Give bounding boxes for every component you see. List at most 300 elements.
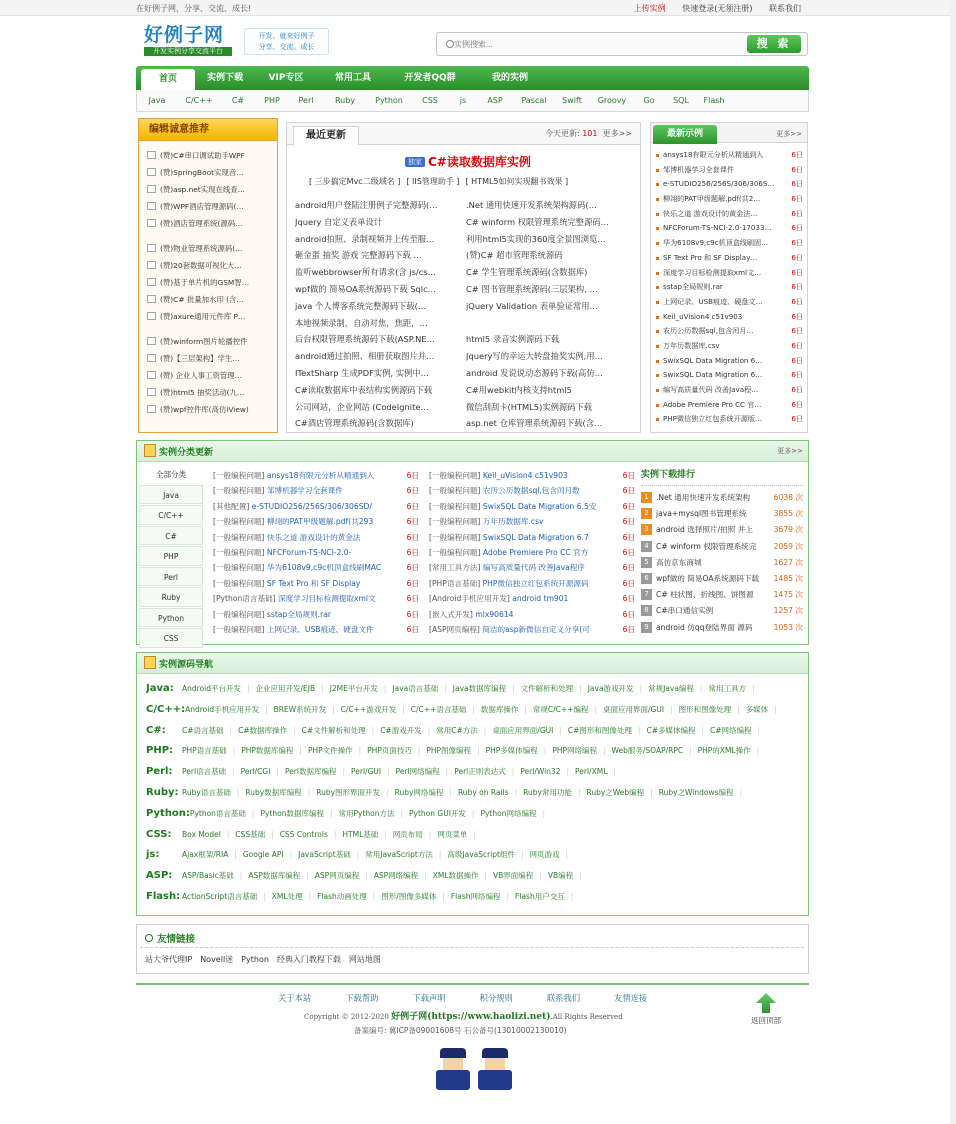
editor-pick-item[interactable] bbox=[147, 367, 277, 384]
category-row[interactable] bbox=[213, 591, 419, 606]
source-nav-link[interactable]: ASP网络编程 | bbox=[374, 871, 427, 880]
category-item-date: 6日 bbox=[405, 545, 419, 560]
latest-item-link[interactable]: asp.net 仓库管理系统源码下载(含… bbox=[466, 418, 603, 429]
source-nav-link[interactable]: Perl网络编程 | bbox=[396, 767, 449, 776]
source-nav-link[interactable]: Perl/GUI | bbox=[351, 767, 390, 776]
source-nav-link[interactable]: 多媒体 | bbox=[746, 705, 777, 714]
language-link[interactable]: C/C++ bbox=[185, 96, 213, 105]
friend-link[interactable]: 站大爷代理IP bbox=[145, 955, 193, 964]
source-nav-link[interactable]: C#文件解析和处理 | bbox=[302, 726, 375, 735]
source-nav-link[interactable]: PHP数据库编程 | bbox=[241, 746, 302, 755]
newest-item[interactable] bbox=[656, 236, 803, 251]
tab-latest[interactable]: 最近更新 bbox=[293, 126, 359, 146]
source-nav-link[interactable]: PHP页面技巧 | bbox=[367, 746, 420, 755]
source-nav-link[interactable]: XML处理 | bbox=[272, 892, 311, 901]
category-item-link[interactable]: 编写高质量代码 改善Java程序 bbox=[482, 563, 585, 573]
featured-link[interactable]: [ IIS管理助手 ] bbox=[406, 177, 460, 186]
category-row[interactable] bbox=[429, 468, 635, 483]
category-tab[interactable]: CSS bbox=[139, 628, 203, 648]
source-nav-link[interactable]: XML数据操作 | bbox=[433, 871, 487, 880]
category-row[interactable] bbox=[429, 576, 635, 591]
language-link[interactable]: Swift bbox=[562, 96, 582, 105]
source-nav-link[interactable]: 高级JavaScript组件 | bbox=[447, 850, 523, 859]
source-nav-link[interactable]: PHP的XML操作 | bbox=[698, 746, 760, 755]
language-link[interactable]: CSS bbox=[422, 96, 438, 105]
source-nav-link[interactable]: 图形和图像处理 | bbox=[679, 705, 740, 714]
category-row[interactable] bbox=[429, 530, 635, 545]
source-nav-link[interactable]: Python网络编程 | bbox=[480, 809, 545, 818]
category-tab[interactable]: C/C++ bbox=[139, 505, 203, 525]
newest-item-label: NFCForum-TS-NCI-2.0-17033… bbox=[663, 223, 772, 233]
ranking-item-link[interactable]: C# 柱状图、折线图、饼图源 bbox=[656, 590, 754, 600]
editor-pick-item[interactable] bbox=[147, 257, 277, 274]
newest-item[interactable] bbox=[656, 266, 803, 281]
source-nav-link[interactable]: Java游戏开发 | bbox=[588, 684, 642, 693]
source-nav-link[interactable]: Ruby图形界面开发 | bbox=[316, 788, 388, 797]
newest-item[interactable] bbox=[656, 310, 803, 325]
language-link[interactable]: Go bbox=[643, 96, 655, 105]
source-nav-link[interactable]: Python数据库编程 | bbox=[260, 809, 332, 818]
source-nav-link[interactable]: CSS基础 | bbox=[235, 830, 273, 839]
source-nav-link[interactable]: Ajax框架/RIA | bbox=[182, 850, 237, 859]
latest-row bbox=[295, 382, 637, 399]
source-nav-link[interactable]: C#图形和图像处理 | bbox=[568, 726, 641, 735]
latest-item-link[interactable]: 本地视频录制，自动对焦，焦距，… bbox=[295, 317, 428, 328]
source-nav-link[interactable]: JavaScript基础 | bbox=[298, 850, 359, 859]
category-item-link[interactable]: sstap全局规则.rar bbox=[266, 609, 331, 619]
featured-title[interactable] bbox=[405, 153, 531, 170]
friend-link[interactable]: 网站地图 bbox=[348, 955, 381, 964]
latest-item-link[interactable]: android拍照、录制视频并上传至服… bbox=[295, 233, 435, 244]
category-row[interactable] bbox=[429, 514, 635, 529]
source-nav-link[interactable]: C#多媒体编程 | bbox=[646, 726, 704, 735]
friend-link[interactable]: Python bbox=[241, 955, 269, 964]
language-link[interactable]: Flash bbox=[703, 96, 725, 105]
source-nav-link[interactable]: C#数据库操作 | bbox=[238, 726, 296, 735]
newest-item[interactable] bbox=[656, 163, 803, 178]
newest-item[interactable] bbox=[656, 412, 803, 427]
source-nav-link[interactable]: 网页菜单 | bbox=[437, 830, 476, 839]
ranking-row[interactable] bbox=[641, 506, 803, 522]
latest-item-link[interactable]: 公司网站，企业网站 (CodeIgnite… bbox=[295, 401, 429, 412]
category-item-link[interactable]: 农历公历数据sql,包含闰月数 bbox=[482, 486, 580, 496]
nav-tab-0[interactable]: 首页 bbox=[141, 69, 195, 90]
category-item-link[interactable]: 柳翊的PAT甲级题解.pdf(共293 bbox=[266, 517, 374, 527]
editor-pick-item[interactable] bbox=[147, 215, 277, 232]
source-nav-language[interactable]: CSS: bbox=[146, 828, 172, 840]
category-row[interactable] bbox=[429, 560, 635, 575]
language-link[interactable]: Ruby bbox=[334, 96, 356, 105]
ranking-count: 6038 次 bbox=[772, 490, 803, 506]
source-nav-link[interactable]: PHP图像编程 | bbox=[426, 746, 479, 755]
source-nav-link[interactable]: PHP多媒体编程 | bbox=[486, 746, 547, 755]
latest-item-link[interactable]: java 个人博客系统完整源码下载(… bbox=[295, 300, 427, 311]
latest-item-link[interactable]: 微信刮刮卡(HTML5)实例源码下载 bbox=[466, 401, 593, 412]
category-item-link[interactable]: SF Text Pro 和 SF Display bbox=[266, 578, 361, 588]
source-nav-language[interactable]: C#: bbox=[146, 724, 166, 736]
category-row[interactable] bbox=[213, 468, 419, 483]
copyright bbox=[304, 1009, 623, 1022]
category-item-link[interactable]: 快乐之道 游戏设计的黄金法 bbox=[266, 532, 361, 542]
source-nav-link[interactable]: 网页布局 | bbox=[393, 830, 432, 839]
latest-item-link[interactable]: 监听webbrowser所有请求(含 js/cs… bbox=[295, 267, 436, 278]
category-item-link[interactable]: 华为6108v9,c9c机顶盒线刷MAC bbox=[266, 563, 382, 573]
category-more-link[interactable]: 更多>> bbox=[777, 447, 803, 455]
source-nav-link[interactable]: C#语言基础 | bbox=[182, 726, 232, 735]
latest-row bbox=[295, 231, 637, 248]
source-nav-link[interactable]: Perl/CGI | bbox=[241, 767, 279, 776]
tab-newest[interactable]: 最新示例 bbox=[653, 125, 717, 144]
source-nav-link[interactable]: Android平台开发 | bbox=[182, 684, 250, 693]
language-link[interactable]: Pascal bbox=[521, 96, 547, 105]
source-nav-link[interactable]: 企业应用开发/EJB | bbox=[256, 684, 324, 693]
latest-row bbox=[295, 348, 637, 365]
source-nav-language[interactable]: Java: bbox=[146, 683, 174, 694]
source-nav-link[interactable]: Perl数据库编程 | bbox=[285, 767, 345, 776]
newest-item[interactable] bbox=[656, 280, 803, 295]
contact-link[interactable]: 联系我们 bbox=[769, 4, 801, 13]
language-link[interactable]: C# bbox=[231, 96, 245, 105]
ranking-item-link[interactable]: android 仿qq登陆界面 源码 bbox=[656, 622, 753, 632]
source-nav-link[interactable]: C/C++语言基础 | bbox=[411, 705, 475, 714]
latest-row bbox=[295, 399, 637, 416]
language-link[interactable]: Groovy bbox=[597, 96, 627, 105]
ranking-row[interactable] bbox=[641, 620, 803, 636]
source-nav-link[interactable]: Ruby之Web编程 | bbox=[586, 788, 652, 797]
category-row[interactable] bbox=[429, 499, 635, 514]
back-to-top-label: 返回顶部 bbox=[751, 1016, 781, 1025]
source-nav-link[interactable]: 常用工具方 | bbox=[708, 684, 754, 693]
source-nav-link[interactable]: 文件解析和处理 | bbox=[521, 684, 582, 693]
category-tag: [一般编程问题] bbox=[429, 532, 481, 542]
upload-link[interactable]: 上传实例 bbox=[633, 4, 666, 13]
source-nav-link[interactable]: 桌面应用界面/GUI | bbox=[603, 705, 673, 714]
source-nav-row bbox=[146, 887, 808, 908]
source-nav-panel bbox=[136, 652, 809, 916]
source-nav-link[interactable]: Ruby数据库编程 | bbox=[245, 788, 310, 797]
language-link[interactable]: ASP bbox=[487, 96, 503, 105]
ranking-item-link[interactable]: android 选择照片/拍照 并上 bbox=[656, 525, 753, 535]
language-link[interactable]: SQL bbox=[673, 96, 689, 105]
category-item-link[interactable]: mlx90614 bbox=[475, 609, 514, 619]
latest-item-link[interactable]: 后台权限管理系统源码下载(ASP.NE… bbox=[295, 334, 435, 345]
category-tab[interactable]: Java bbox=[139, 485, 203, 505]
rank-number: 1 bbox=[641, 492, 652, 503]
source-nav-link[interactable]: Ruby网络编程 | bbox=[395, 788, 452, 797]
editor-pick-item[interactable] bbox=[147, 147, 277, 164]
latest-item-link[interactable]: C#用webkit内核支持html5 bbox=[466, 384, 572, 395]
nav-tab-2[interactable]: VIP专区 bbox=[268, 73, 304, 83]
source-nav-link[interactable]: Perl/XML | bbox=[575, 767, 616, 776]
latest-item-link[interactable]: android用户登陆注册例子完整源码(… bbox=[295, 200, 438, 210]
scrollbar[interactable] bbox=[950, 0, 956, 1124]
source-nav-link[interactable]: HTML基础 | bbox=[342, 830, 386, 839]
latest-item-link[interactable]: android 发说说动态源码下载(高仿… bbox=[466, 367, 603, 378]
source-nav-link[interactable]: ASP数据库编程 | bbox=[248, 871, 308, 880]
source-nav-link[interactable]: 常用JavaScript方法 | bbox=[365, 850, 441, 859]
category-item-link[interactable]: PHP微信独立红包系统开源源码 bbox=[482, 578, 589, 588]
back-to-top-button[interactable] bbox=[748, 993, 784, 1026]
category-row[interactable] bbox=[213, 622, 419, 637]
edit-icon bbox=[147, 337, 156, 345]
nav-tab-1[interactable]: 实例下载 bbox=[206, 73, 243, 83]
source-nav-link[interactable]: ActionScript语言基础 | bbox=[182, 892, 266, 901]
category-row[interactable] bbox=[213, 514, 419, 529]
newest-item[interactable] bbox=[656, 398, 803, 413]
ranking-row[interactable] bbox=[641, 522, 803, 538]
latest-item-link[interactable]: C#酒店管理系统源码(含数据库) bbox=[295, 418, 414, 429]
category-row[interactable] bbox=[213, 530, 419, 545]
source-nav-link[interactable]: Ruby之Windows编程 | bbox=[659, 788, 742, 797]
source-nav-link[interactable]: C#网络编程 | bbox=[710, 726, 760, 735]
category-item-link[interactable]: e-STUDIO256/256S/306/306SD/ bbox=[251, 501, 372, 511]
latest-row bbox=[295, 331, 637, 348]
category-row[interactable] bbox=[429, 607, 635, 622]
category-row[interactable] bbox=[429, 545, 635, 560]
source-nav-link[interactable]: Flash用户交互 | bbox=[515, 892, 573, 901]
source-nav-link[interactable]: PHP网络编程 | bbox=[552, 746, 605, 755]
source-nav-link[interactable]: 常规C/C++编程 | bbox=[533, 705, 597, 714]
newest-item[interactable] bbox=[656, 368, 803, 383]
category-row[interactable] bbox=[213, 483, 419, 498]
source-nav-link[interactable]: 网页游戏 | bbox=[530, 850, 569, 859]
category-item-link[interactable]: SwixSQL Data Migration 6.7 bbox=[482, 532, 589, 542]
category-tab[interactable]: PHP bbox=[139, 546, 203, 566]
category-tab[interactable]: Python bbox=[139, 608, 203, 628]
category-item-link[interactable]: 深度学习目标检测提取xml文 bbox=[278, 594, 376, 604]
category-item-link[interactable]: 万年历数据库.csv bbox=[482, 517, 544, 527]
category-row[interactable] bbox=[213, 607, 419, 622]
category-item-link[interactable]: NFCForum-TS-NCI-2.0- bbox=[266, 547, 352, 557]
nav-tab-5[interactable]: 我的实例 bbox=[491, 73, 528, 83]
source-nav-link[interactable]: ASP/Basic基础 | bbox=[182, 871, 242, 880]
newest-item[interactable] bbox=[656, 324, 803, 339]
source-nav-language[interactable]: Ruby: bbox=[146, 786, 179, 798]
ranking-item-link[interactable]: C#串口通信实例 bbox=[656, 606, 714, 616]
source-nav-link[interactable]: 常规Java编程 | bbox=[648, 684, 702, 693]
editor-pick-label: (赞)SpringBoot实现音… bbox=[160, 168, 244, 177]
source-nav-link[interactable]: Ruby语言基础 | bbox=[182, 788, 239, 797]
main-nav bbox=[136, 66, 809, 90]
friend-link[interactable]: Novell迷 bbox=[200, 955, 234, 964]
editor-pick-item[interactable] bbox=[147, 308, 277, 325]
source-nav-link[interactable]: C/C++游戏开发 | bbox=[341, 705, 405, 714]
latest-item-link[interactable]: android通过拍照、相册获取图片并… bbox=[295, 351, 435, 362]
editor-pick-item[interactable] bbox=[147, 274, 277, 291]
newest-item[interactable] bbox=[656, 207, 803, 222]
editor-pick-item[interactable] bbox=[147, 350, 277, 367]
source-nav-link[interactable]: VB界面编程 | bbox=[493, 871, 542, 880]
source-nav-link[interactable]: Perl正则表达式 | bbox=[454, 767, 514, 776]
source-nav-link[interactable]: PHP语言基础 | bbox=[182, 746, 235, 755]
source-nav-language[interactable]: Flash: bbox=[146, 890, 181, 902]
source-nav-link[interactable]: 桌面应用界面/GUI | bbox=[492, 726, 562, 735]
source-nav-language[interactable]: Python: bbox=[146, 807, 190, 819]
source-nav-link[interactable]: Java数据库编程 | bbox=[453, 684, 515, 693]
editor-pick-item[interactable] bbox=[147, 198, 277, 215]
source-nav-language[interactable]: Perl: bbox=[146, 766, 173, 778]
footer-link[interactable]: 关于本站 bbox=[278, 993, 312, 1003]
latest-item-link[interactable]: 砸金蛋 抽奖 游戏 完整源码下载 … bbox=[295, 250, 422, 261]
language-link[interactable]: js bbox=[459, 96, 467, 105]
source-nav-link[interactable]: 图形/图像多媒体 | bbox=[381, 892, 445, 901]
ranking-item-link[interactable]: .Net 通用快速开发系统架构 bbox=[656, 493, 751, 502]
source-nav-link[interactable]: C#游戏开发 | bbox=[380, 726, 430, 735]
category-item-link[interactable]: Adobe Premiere Pro CC 官方 bbox=[482, 547, 589, 557]
category-tab[interactable]: Perl bbox=[139, 567, 203, 587]
latest-item-link[interactable]: C# winform 权限管理系统完整源码… bbox=[466, 216, 609, 227]
category-row[interactable] bbox=[213, 576, 419, 591]
source-nav-link[interactable]: J2ME平台开发 | bbox=[330, 684, 387, 693]
latest-more-link[interactable]: 更多>> bbox=[602, 129, 632, 138]
source-nav-link[interactable]: 常用Python方法 | bbox=[338, 809, 403, 818]
search-button[interactable]: 搜 索 bbox=[747, 35, 801, 53]
police-badge-icon[interactable] bbox=[474, 1048, 516, 1094]
quick-login-link[interactable]: 快速登录(无须注册) bbox=[682, 4, 753, 13]
category-tab[interactable]: Ruby bbox=[139, 587, 203, 607]
source-nav-link[interactable]: Google API | bbox=[243, 850, 292, 859]
category-item-link[interactable]: 邹博机器学习全套课件 bbox=[266, 486, 343, 496]
newest-item[interactable] bbox=[656, 148, 803, 163]
footer-link[interactable]: 下载帮助 bbox=[345, 993, 379, 1003]
ranking-row[interactable] bbox=[641, 587, 803, 603]
site-logo[interactable] bbox=[144, 24, 232, 58]
edit-icon bbox=[147, 202, 156, 210]
source-nav-link[interactable]: Box Model | bbox=[182, 830, 229, 839]
category-row[interactable] bbox=[429, 622, 635, 637]
newest-item[interactable] bbox=[656, 339, 803, 354]
source-nav-link[interactable]: Perl/Win32 | bbox=[520, 767, 569, 776]
language-link[interactable]: Java bbox=[148, 96, 166, 105]
newest-item[interactable] bbox=[656, 192, 803, 207]
language-link[interactable]: Perl bbox=[298, 96, 314, 105]
ranking-row[interactable] bbox=[641, 603, 803, 619]
newest-more-link[interactable]: 更多>> bbox=[776, 130, 802, 138]
footer-link[interactable]: 积分规则 bbox=[479, 993, 513, 1003]
featured-link[interactable]: [ HTML5如何实现翻书效果 ] bbox=[465, 177, 569, 186]
latest-item-link[interactable]: .Net 通用快速开发系统架构源码(… bbox=[466, 200, 597, 210]
latest-item-link[interactable]: jQuery Validation 表单验证常用… bbox=[466, 300, 598, 311]
ranking-row[interactable] bbox=[641, 571, 803, 587]
nav-tab-3[interactable]: 常用工具 bbox=[334, 73, 371, 83]
source-nav-link[interactable]: Perl语言基础 | bbox=[182, 767, 235, 776]
source-nav-language[interactable]: C/C++: bbox=[146, 703, 186, 715]
source-nav-link[interactable]: BREW系统开发 | bbox=[274, 705, 335, 714]
newest-item[interactable] bbox=[656, 383, 803, 398]
category-row[interactable] bbox=[213, 560, 419, 575]
editor-pick-item[interactable] bbox=[147, 384, 277, 401]
friend-link[interactable]: 经典入门教程下载 bbox=[276, 955, 341, 964]
category-tab[interactable]: 全部分类 bbox=[139, 464, 203, 484]
category-item-link[interactable]: SwixSQL Data Migration 6.5安 bbox=[482, 501, 597, 511]
newest-item[interactable] bbox=[656, 251, 803, 266]
latest-item-link[interactable]: C# 学生管理系统源码(含数据库) bbox=[466, 267, 588, 278]
ranking-row[interactable] bbox=[641, 539, 803, 555]
category-item-date: 6日 bbox=[405, 468, 419, 483]
featured-link[interactable]: [ 三步搞定Mvc二级域名 ] bbox=[309, 177, 401, 186]
source-nav-link[interactable]: ASP网页编程 | bbox=[315, 871, 368, 880]
category-row[interactable] bbox=[429, 591, 635, 606]
language-link[interactable]: Python bbox=[375, 96, 403, 105]
source-nav-link[interactable]: Android手机应用开发 | bbox=[185, 705, 268, 714]
newest-item[interactable] bbox=[656, 177, 803, 192]
editor-pick-item[interactable] bbox=[147, 333, 277, 350]
search-input[interactable] bbox=[442, 37, 742, 52]
ranking-item-link[interactable]: java+mysql图书管理系统 bbox=[656, 509, 747, 519]
newest-item-label: 快乐之道 游戏设计的黄金法… bbox=[663, 208, 758, 218]
ranking-row[interactable] bbox=[641, 490, 803, 506]
source-nav-link[interactable]: CSS Controls | bbox=[280, 830, 337, 839]
editor-pick-item[interactable] bbox=[147, 164, 277, 181]
latest-item-link[interactable]: C#读取数据库中表结构实例源码下载 bbox=[295, 384, 433, 395]
police-badge-icon[interactable] bbox=[432, 1048, 474, 1094]
source-nav-link[interactable]: 数据库操作 | bbox=[481, 705, 527, 714]
source-nav-link[interactable]: 常用C#方法 | bbox=[436, 726, 486, 735]
category-row[interactable] bbox=[213, 545, 419, 560]
source-nav-link[interactable]: PHP文件操作 | bbox=[308, 746, 361, 755]
category-row[interactable] bbox=[429, 483, 635, 498]
category-row[interactable] bbox=[213, 499, 419, 514]
ranking-item-link[interactable]: wpf做的 简易OA系统源码下载 bbox=[656, 573, 760, 583]
source-nav-link[interactable]: Ruby on Rails | bbox=[458, 788, 517, 797]
category-item-link[interactable]: 上网记录、USB痕迹、硬盘文件 bbox=[266, 624, 374, 634]
latest-item-link[interactable]: Jquery 自定义表单设计 bbox=[295, 216, 383, 227]
ranking-item-link[interactable]: 高仿京东商城 bbox=[656, 557, 702, 567]
category-item-link[interactable]: 简洁的asp新微信自定义分享(可 bbox=[482, 624, 590, 634]
editor-pick-item[interactable] bbox=[147, 240, 277, 257]
category-item-link[interactable]: ansys18有限元分析从精通到入 bbox=[266, 471, 375, 480]
latest-item-link[interactable]: (赞)C# 超市管理系统源码 bbox=[466, 250, 563, 261]
source-nav-link[interactable]: Flash网络编程 | bbox=[451, 892, 509, 901]
latest-item-link[interactable]: C# 图书管理系统源码(三层架构, … bbox=[466, 283, 598, 294]
newest-item[interactable] bbox=[656, 295, 803, 310]
source-nav-link[interactable]: Java语言基础 | bbox=[392, 684, 446, 693]
editor-pick-item[interactable] bbox=[147, 181, 277, 198]
nav-tab-4[interactable]: 开发者QQ群 bbox=[404, 73, 456, 83]
source-nav-link[interactable]: Web服务/SOAP/RPC | bbox=[612, 746, 692, 755]
source-nav-link[interactable]: Flash动画处理 | bbox=[317, 892, 375, 901]
latest-item-link[interactable]: html5 录音实例源码下载 bbox=[466, 334, 560, 345]
latest-row bbox=[295, 315, 637, 332]
latest-item-link[interactable]: ITextSharp 生成PDF实例, 实例中… bbox=[295, 367, 429, 378]
source-nav-link[interactable]: VB编程 | bbox=[548, 871, 582, 880]
newest-item[interactable] bbox=[656, 354, 803, 369]
editor-pick-item[interactable] bbox=[147, 401, 277, 418]
category-item-link[interactable]: Keil_uVision4 c51v903 bbox=[482, 471, 568, 480]
editor-pick-item[interactable] bbox=[147, 291, 277, 308]
ranking-item-link[interactable]: C# winform 权限管理系统完 bbox=[656, 541, 757, 551]
footer-link[interactable]: 友情连接 bbox=[614, 993, 648, 1003]
newest-item[interactable] bbox=[656, 221, 803, 236]
latest-item-link[interactable]: Jquery写的幸运大转盘抽奖实例,用… bbox=[466, 351, 603, 362]
source-nav-language[interactable]: js: bbox=[146, 849, 160, 861]
latest-item-link[interactable]: wpf做的 简易OA系统源码下载 Sqlc… bbox=[295, 283, 436, 294]
source-nav-link[interactable]: Python语言基础 | bbox=[190, 809, 255, 818]
language-link[interactable]: PHP bbox=[264, 96, 280, 105]
copyright-site[interactable]: 好例子网(https://www.haolizi.net) bbox=[391, 1012, 551, 1022]
footer-link[interactable]: 联系我们 bbox=[546, 993, 581, 1003]
latest-item-link[interactable]: 利用html5实现的360度全景图浏览… bbox=[466, 233, 606, 244]
source-nav-link[interactable]: Ruby常用功能 | bbox=[523, 788, 580, 797]
source-nav-link[interactable]: Python GUI开发 | bbox=[409, 809, 474, 818]
ranking-row[interactable] bbox=[641, 555, 803, 571]
footer-link[interactable]: 下载声明 bbox=[412, 993, 446, 1003]
source-nav-language[interactable]: ASP: bbox=[146, 870, 173, 882]
category-tab[interactable]: C# bbox=[139, 526, 203, 546]
category-item-link[interactable]: android tm901 bbox=[512, 594, 569, 604]
newest-item-label: 邹博机器学习全套课件 bbox=[663, 164, 734, 174]
source-nav-language[interactable]: PHP: bbox=[146, 745, 174, 757]
